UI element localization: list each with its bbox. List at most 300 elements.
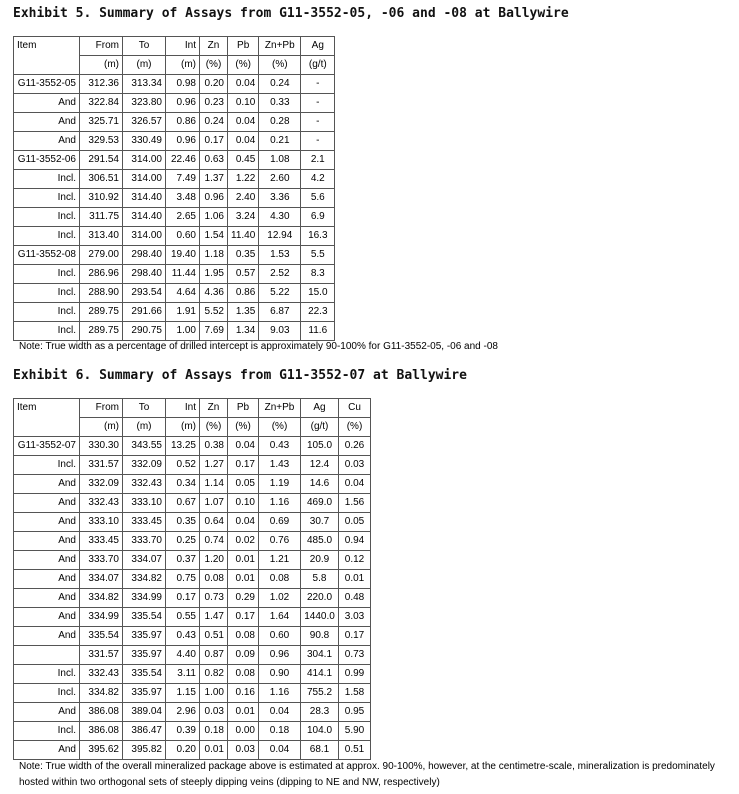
cell-ag: 16.3 — [301, 227, 335, 246]
cell-int: 13.25 — [166, 437, 200, 456]
col-int-unit: (m) — [166, 56, 200, 75]
cell-from: 335.54 — [80, 627, 123, 646]
cell-int: 11.44 — [166, 265, 200, 284]
cell-item: And — [14, 703, 80, 722]
cell-item: Incl. — [14, 170, 80, 189]
cell-pb: 0.05 — [228, 475, 259, 494]
cell-from: 333.45 — [80, 532, 123, 551]
cell-to: 343.55 — [123, 437, 166, 456]
cell-ag: 105.0 — [301, 437, 339, 456]
cell-pb: 2.40 — [228, 189, 259, 208]
table-row — [14, 570, 371, 589]
col-pb-unit: (%) — [228, 56, 259, 75]
exhibit5-header-row — [14, 37, 335, 56]
col-znpb-unit: (%) — [259, 418, 301, 437]
cell-int: 0.86 — [166, 113, 200, 132]
cell-zn: 0.17 — [200, 132, 228, 151]
cell-cu: 3.03 — [339, 608, 371, 627]
cell-int: 4.40 — [166, 646, 200, 665]
cell-ag: 1440.0 — [301, 608, 339, 627]
cell-pb: 0.03 — [228, 741, 259, 760]
col-znpb-header: Zn+Pb — [259, 399, 301, 418]
cell-ag: 469.0 — [301, 494, 339, 513]
cell-zn: 0.63 — [200, 151, 228, 170]
cell-pb: 1.22 — [228, 170, 259, 189]
cell-int: 0.43 — [166, 627, 200, 646]
cell-znpb: 1.53 — [259, 246, 301, 265]
cell-item — [14, 646, 80, 665]
cell-pb: 0.45 — [228, 151, 259, 170]
cell-pb: 0.09 — [228, 646, 259, 665]
cell-ag: 5.6 — [301, 189, 335, 208]
cell-item: G11-3552-08 — [14, 246, 80, 265]
cell-from: 329.53 — [80, 132, 123, 151]
cell-cu: 0.12 — [339, 551, 371, 570]
cell-item: Incl. — [14, 322, 80, 341]
cell-ag: 68.1 — [301, 741, 339, 760]
cell-item: G11-3552-06 — [14, 151, 80, 170]
col-from-header: From — [80, 399, 123, 418]
cell-cu: 0.03 — [339, 456, 371, 475]
cell-cu: 1.56 — [339, 494, 371, 513]
col-int-unit: (m) — [166, 418, 200, 437]
cell-znpb: 0.24 — [259, 75, 301, 94]
cell-ag: 20.9 — [301, 551, 339, 570]
cell-from: 332.43 — [80, 494, 123, 513]
cell-ag: - — [301, 113, 335, 132]
cell-cu: 0.73 — [339, 646, 371, 665]
cell-zn: 1.14 — [200, 475, 228, 494]
cell-item: And — [14, 475, 80, 494]
cell-int: 0.39 — [166, 722, 200, 741]
cell-pb: 0.86 — [228, 284, 259, 303]
cell-to: 334.82 — [123, 570, 166, 589]
cell-int: 0.55 — [166, 608, 200, 627]
table-row — [14, 741, 371, 760]
cell-from: 279.00 — [80, 246, 123, 265]
cell-zn: 1.47 — [200, 608, 228, 627]
cell-znpb: 0.33 — [259, 94, 301, 113]
cell-int: 2.96 — [166, 703, 200, 722]
cell-ag: 414.1 — [301, 665, 339, 684]
cell-from: 288.90 — [80, 284, 123, 303]
cell-int: 22.46 — [166, 151, 200, 170]
cell-item: And — [14, 132, 80, 151]
cell-znpb: 4.30 — [259, 208, 301, 227]
cell-from: 310.92 — [80, 189, 123, 208]
cell-ag: - — [301, 132, 335, 151]
cell-from: 332.43 — [80, 665, 123, 684]
cell-cu: 0.05 — [339, 513, 371, 532]
col-znpb-header: Zn+Pb — [259, 37, 301, 56]
cell-znpb: 3.36 — [259, 189, 301, 208]
cell-pb: 11.40 — [228, 227, 259, 246]
table-row — [14, 513, 371, 532]
cell-from: 334.82 — [80, 684, 123, 703]
cell-int: 0.52 — [166, 456, 200, 475]
cell-cu: 0.26 — [339, 437, 371, 456]
exhibit5-table — [13, 36, 335, 341]
cell-znpb: 6.87 — [259, 303, 301, 322]
col-zn-unit: (%) — [200, 56, 228, 75]
cell-pb: 0.04 — [228, 437, 259, 456]
cell-cu: 0.48 — [339, 589, 371, 608]
table-row — [14, 532, 371, 551]
cell-zn: 7.69 — [200, 322, 228, 341]
cell-int: 0.98 — [166, 75, 200, 94]
cell-znpb: 1.64 — [259, 608, 301, 627]
table-row — [14, 646, 371, 665]
table-row — [14, 75, 335, 94]
cell-znpb: 0.76 — [259, 532, 301, 551]
cell-cu: 0.17 — [339, 627, 371, 646]
cell-int: 7.49 — [166, 170, 200, 189]
cell-to: 298.40 — [123, 265, 166, 284]
cell-zn: 4.36 — [200, 284, 228, 303]
cell-zn: 0.51 — [200, 627, 228, 646]
cell-int: 1.91 — [166, 303, 200, 322]
table-row — [14, 208, 335, 227]
cell-item: And — [14, 551, 80, 570]
cell-zn: 0.23 — [200, 94, 228, 113]
cell-ag: 90.8 — [301, 627, 339, 646]
cell-int: 1.15 — [166, 684, 200, 703]
cell-zn: 1.00 — [200, 684, 228, 703]
col-ag-unit: (g/t) — [301, 56, 335, 75]
cell-ag: 14.6 — [301, 475, 339, 494]
cell-item: And — [14, 570, 80, 589]
col-int-header: Int — [166, 37, 200, 56]
table-row — [14, 722, 371, 741]
cell-znpb: 0.08 — [259, 570, 301, 589]
cell-item: And — [14, 494, 80, 513]
col-zn-header: Zn — [200, 37, 228, 56]
table-row — [14, 265, 335, 284]
cell-pb: 0.17 — [228, 456, 259, 475]
cell-znpb: 1.16 — [259, 684, 301, 703]
cell-from: 312.36 — [80, 75, 123, 94]
cell-pb: 0.08 — [228, 627, 259, 646]
cell-ag: 5.5 — [301, 246, 335, 265]
cell-ag: 15.0 — [301, 284, 335, 303]
cell-zn: 0.64 — [200, 513, 228, 532]
cell-to: 330.49 — [123, 132, 166, 151]
cell-pb: 3.24 — [228, 208, 259, 227]
cell-to: 389.04 — [123, 703, 166, 722]
cell-ag: 485.0 — [301, 532, 339, 551]
cell-int: 0.96 — [166, 132, 200, 151]
exhibit6-note: Note: True width of the overall mineralized package above is estimated at approx. 90-100%, however, at the centimetre-scale, mineralization is predominately hosted within two orthogonal sets of steeply dipping veins (dipping to NE and NW, respectively) — [19, 761, 715, 788]
cell-to: 334.99 — [123, 589, 166, 608]
cell-item: And — [14, 94, 80, 113]
cell-to: 332.09 — [123, 456, 166, 475]
cell-item: Incl. — [14, 265, 80, 284]
col-zn-header: Zn — [200, 399, 228, 418]
cell-znpb: 0.69 — [259, 513, 301, 532]
cell-pb: 0.10 — [228, 494, 259, 513]
cell-from: 386.08 — [80, 703, 123, 722]
cell-znpb: 1.08 — [259, 151, 301, 170]
cell-ag: 755.2 — [301, 684, 339, 703]
cell-pb: 0.08 — [228, 665, 259, 684]
cell-znpb: 0.04 — [259, 741, 301, 760]
table-row — [14, 665, 371, 684]
table-row — [14, 322, 335, 341]
cell-to: 314.00 — [123, 170, 166, 189]
col-ag-header: Ag — [301, 399, 339, 418]
cell-item: Incl. — [14, 303, 80, 322]
exhibit6-body — [14, 437, 371, 760]
cell-from: 395.62 — [80, 741, 123, 760]
cell-item: G11-3552-07 — [14, 437, 80, 456]
cell-item: Incl. — [14, 284, 80, 303]
cell-znpb: 0.90 — [259, 665, 301, 684]
cell-to: 332.43 — [123, 475, 166, 494]
cell-pb: 0.00 — [228, 722, 259, 741]
cell-cu: 0.99 — [339, 665, 371, 684]
cell-pb: 0.04 — [228, 513, 259, 532]
cell-from: 322.84 — [80, 94, 123, 113]
table-row — [14, 551, 371, 570]
col-item-header: Item — [14, 37, 80, 75]
cell-pb: 0.04 — [228, 113, 259, 132]
cell-znpb: 1.19 — [259, 475, 301, 494]
table-row — [14, 437, 371, 456]
cell-pb: 0.02 — [228, 532, 259, 551]
cell-ag: 104.0 — [301, 722, 339, 741]
cell-znpb: 0.04 — [259, 703, 301, 722]
cell-to: 326.57 — [123, 113, 166, 132]
cell-znpb: 0.18 — [259, 722, 301, 741]
cell-item: G11-3552-05 — [14, 75, 80, 94]
cell-to: 323.80 — [123, 94, 166, 113]
table-row — [14, 132, 335, 151]
cell-to: 314.00 — [123, 227, 166, 246]
cell-from: 313.40 — [80, 227, 123, 246]
cell-to: 335.54 — [123, 608, 166, 627]
cell-item: Incl. — [14, 227, 80, 246]
col-from-header: From — [80, 37, 123, 56]
cell-int: 0.20 — [166, 741, 200, 760]
table-row — [14, 189, 335, 208]
cell-zn: 0.18 — [200, 722, 228, 741]
cell-item: Incl. — [14, 684, 80, 703]
cell-ag: 6.9 — [301, 208, 335, 227]
cell-int: 0.17 — [166, 589, 200, 608]
cell-to: 290.75 — [123, 322, 166, 341]
cell-int: 0.35 — [166, 513, 200, 532]
cell-int: 0.75 — [166, 570, 200, 589]
cell-zn: 0.24 — [200, 113, 228, 132]
cell-from: 289.75 — [80, 303, 123, 322]
cell-from: 386.08 — [80, 722, 123, 741]
exhibit5-body — [14, 75, 335, 341]
cell-znpb: 12.94 — [259, 227, 301, 246]
cell-item: Incl. — [14, 208, 80, 227]
table-row — [14, 113, 335, 132]
col-pb-unit: (%) — [228, 418, 259, 437]
cell-zn: 0.03 — [200, 703, 228, 722]
col-int-header: Int — [166, 399, 200, 418]
cell-from: 289.75 — [80, 322, 123, 341]
cell-from: 306.51 — [80, 170, 123, 189]
cell-pb: 0.01 — [228, 703, 259, 722]
cell-pb: 0.29 — [228, 589, 259, 608]
cell-ag: 2.1 — [301, 151, 335, 170]
cell-int: 1.00 — [166, 322, 200, 341]
cell-ag: 220.0 — [301, 589, 339, 608]
cell-item: And — [14, 627, 80, 646]
cell-cu: 0.51 — [339, 741, 371, 760]
cell-zn: 1.07 — [200, 494, 228, 513]
cell-int: 2.65 — [166, 208, 200, 227]
table-row — [14, 303, 335, 322]
cell-zn: 1.06 — [200, 208, 228, 227]
cell-cu: 0.04 — [339, 475, 371, 494]
cell-znpb: 1.16 — [259, 494, 301, 513]
col-zn-unit: (%) — [200, 418, 228, 437]
cell-int: 0.60 — [166, 227, 200, 246]
cell-from: 333.10 — [80, 513, 123, 532]
cell-zn: 0.73 — [200, 589, 228, 608]
cell-znpb: 1.02 — [259, 589, 301, 608]
cell-int: 0.67 — [166, 494, 200, 513]
cell-pb: 0.01 — [228, 570, 259, 589]
table-row — [14, 494, 371, 513]
cell-ag: 304.1 — [301, 646, 339, 665]
cell-to: 293.54 — [123, 284, 166, 303]
cell-from: 332.09 — [80, 475, 123, 494]
table-row — [14, 456, 371, 475]
cell-znpb: 9.03 — [259, 322, 301, 341]
cell-znpb: 0.21 — [259, 132, 301, 151]
cell-item: Incl. — [14, 665, 80, 684]
cell-int: 0.96 — [166, 94, 200, 113]
cell-zn: 0.20 — [200, 75, 228, 94]
cell-cu: 5.90 — [339, 722, 371, 741]
table-row — [14, 170, 335, 189]
cell-from: 325.71 — [80, 113, 123, 132]
table-row — [14, 608, 371, 627]
cell-pb: 0.04 — [228, 75, 259, 94]
cell-zn: 1.18 — [200, 246, 228, 265]
exhibit5-title: Exhibit 5. Summary of Assays from G11-3552-05, -06 and -08 at Ballywire — [13, 6, 569, 21]
cell-from: 334.82 — [80, 589, 123, 608]
cell-item: Incl. — [14, 456, 80, 475]
cell-item: And — [14, 513, 80, 532]
cell-item: And — [14, 608, 80, 627]
cell-to: 335.54 — [123, 665, 166, 684]
col-pb-header: Pb — [228, 399, 259, 418]
cell-int: 4.64 — [166, 284, 200, 303]
cell-to: 395.82 — [123, 741, 166, 760]
table-row — [14, 589, 371, 608]
col-to-header: To — [123, 399, 166, 418]
cell-item: And — [14, 741, 80, 760]
cell-zn: 0.08 — [200, 570, 228, 589]
cell-zn: 1.27 — [200, 456, 228, 475]
cell-int: 0.34 — [166, 475, 200, 494]
cell-znpb: 0.60 — [259, 627, 301, 646]
cell-to: 314.00 — [123, 151, 166, 170]
cell-item: And — [14, 532, 80, 551]
cell-int: 0.37 — [166, 551, 200, 570]
cell-zn: 1.54 — [200, 227, 228, 246]
cell-ag: 5.8 — [301, 570, 339, 589]
cell-znpb: 1.43 — [259, 456, 301, 475]
cell-pb: 0.35 — [228, 246, 259, 265]
exhibit6-header-row — [14, 399, 371, 418]
col-znpb-unit: (%) — [259, 56, 301, 75]
table-row — [14, 246, 335, 265]
table-row — [14, 703, 371, 722]
cell-ag: - — [301, 75, 335, 94]
table-row — [14, 151, 335, 170]
cell-int: 0.25 — [166, 532, 200, 551]
exhibit5-note: Note: True width as a percentage of drilled intercept is approximately 90-100% for G11-3552-05, -06 and -08 — [19, 341, 498, 352]
col-item-header: Item — [14, 399, 80, 437]
col-to-unit: (m) — [123, 418, 166, 437]
cell-from: 331.57 — [80, 456, 123, 475]
cell-to: 313.34 — [123, 75, 166, 94]
cell-znpb: 0.28 — [259, 113, 301, 132]
exhibit6-table — [13, 398, 371, 760]
cell-item: And — [14, 589, 80, 608]
cell-to: 334.07 — [123, 551, 166, 570]
col-from-unit: (m) — [80, 56, 123, 75]
cell-from: 334.07 — [80, 570, 123, 589]
cell-to: 335.97 — [123, 627, 166, 646]
cell-from: 286.96 — [80, 265, 123, 284]
cell-pb: 0.10 — [228, 94, 259, 113]
cell-ag: 4.2 — [301, 170, 335, 189]
cell-ag: 28.3 — [301, 703, 339, 722]
cell-zn: 0.96 — [200, 189, 228, 208]
table-row — [14, 227, 335, 246]
cell-pb: 1.34 — [228, 322, 259, 341]
cell-zn: 1.20 — [200, 551, 228, 570]
cell-item: Incl. — [14, 189, 80, 208]
cell-to: 298.40 — [123, 246, 166, 265]
cell-znpb: 5.22 — [259, 284, 301, 303]
cell-pb: 0.16 — [228, 684, 259, 703]
cell-ag: 11.6 — [301, 322, 335, 341]
cell-ag: - — [301, 94, 335, 113]
cell-ag: 22.3 — [301, 303, 335, 322]
cell-to: 333.70 — [123, 532, 166, 551]
cell-to: 333.45 — [123, 513, 166, 532]
cell-from: 291.54 — [80, 151, 123, 170]
col-to-unit: (m) — [123, 56, 166, 75]
cell-to: 335.97 — [123, 646, 166, 665]
table-row — [14, 284, 335, 303]
cell-from: 333.70 — [80, 551, 123, 570]
cell-zn: 0.87 — [200, 646, 228, 665]
cell-znpb: 2.52 — [259, 265, 301, 284]
col-pb-header: Pb — [228, 37, 259, 56]
cell-ag: 8.3 — [301, 265, 335, 284]
cell-item: And — [14, 113, 80, 132]
col-cu-header: Cu — [339, 399, 371, 418]
cell-zn: 5.52 — [200, 303, 228, 322]
cell-int: 3.11 — [166, 665, 200, 684]
cell-zn: 1.37 — [200, 170, 228, 189]
cell-from: 331.57 — [80, 646, 123, 665]
cell-pb: 0.57 — [228, 265, 259, 284]
col-ag-header: Ag — [301, 37, 335, 56]
cell-from: 334.99 — [80, 608, 123, 627]
cell-from: 330.30 — [80, 437, 123, 456]
